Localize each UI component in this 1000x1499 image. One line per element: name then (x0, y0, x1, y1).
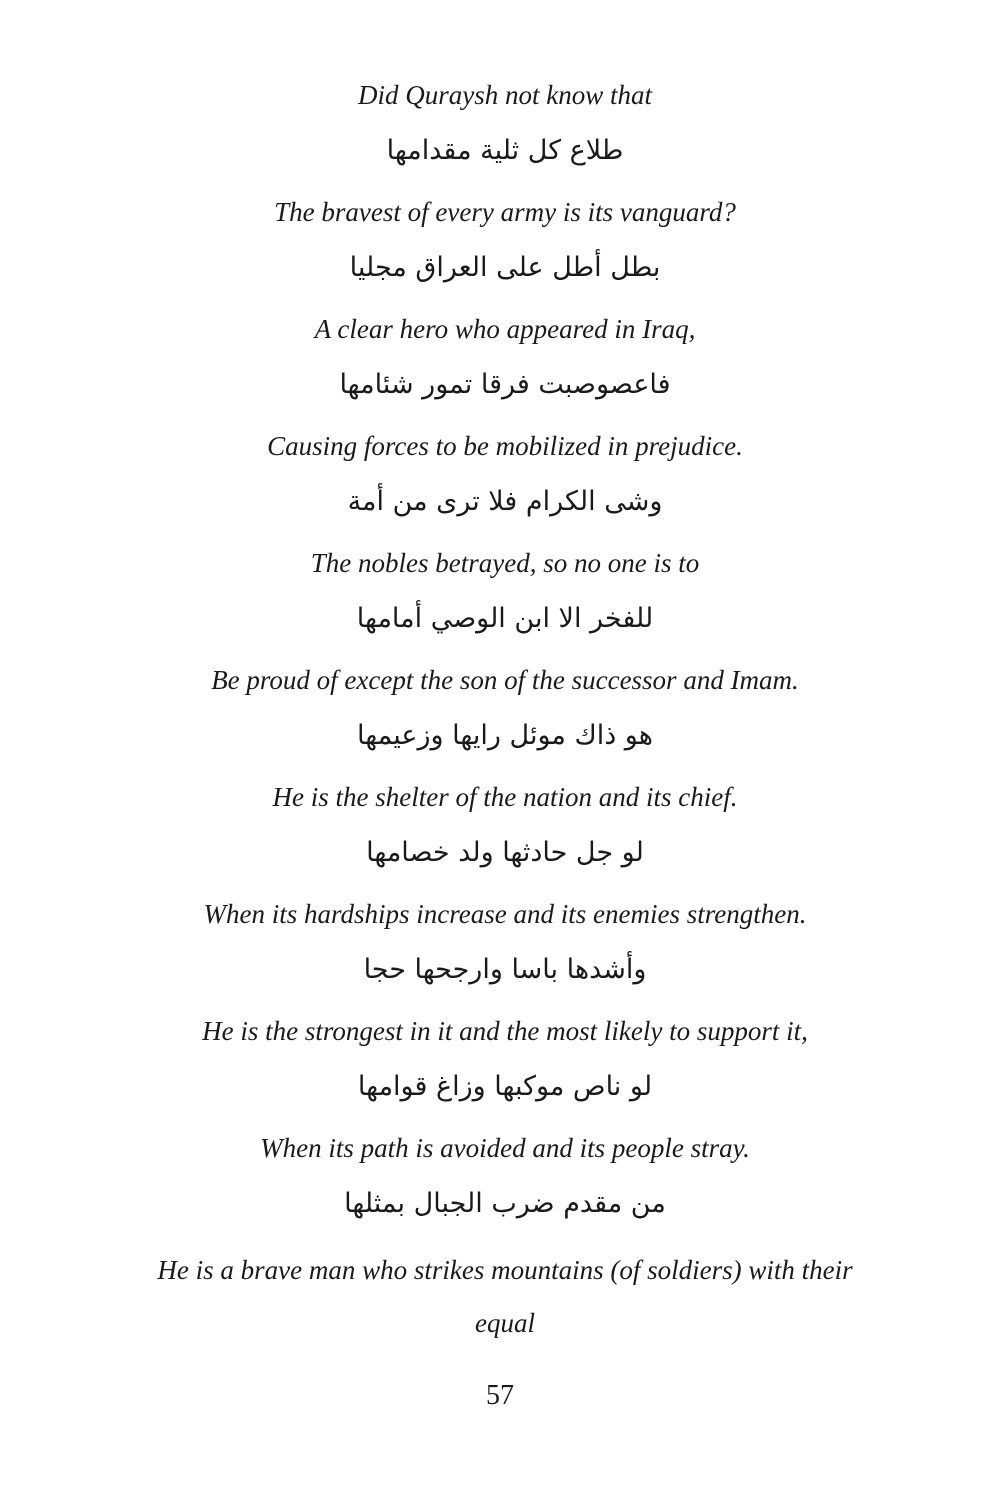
verse-arabic: للفخر الا ابن الوصي أمامها (356, 603, 654, 634)
verse-english: Causing forces to be mobilized in prejudice. (267, 431, 743, 461)
verse-english: A clear hero who appeared in Iraq, (314, 314, 696, 344)
verse-arabic: وأشدها باسا وارجحها حجا (363, 954, 647, 985)
verse-english: When its hardships increase and its enemies strengthen. (203, 899, 807, 929)
verse-english: The nobles betrayed, so no one is to (310, 548, 700, 578)
page-number: 57 (486, 1380, 514, 1411)
verse-english: He is the shelter of the nation and its chief. (272, 782, 738, 812)
verse-arabic: لو جل حادثها ولد خصامها (366, 837, 644, 868)
verse-english: The bravest of every army is its vanguard? (274, 197, 736, 227)
verse-arabic: من مقدم ضرب الجبال بمثلها (344, 1188, 666, 1219)
verse-arabic: وشى الكرام فلا ترى من أمة (347, 486, 663, 517)
verse-english: He is the strongest in it and the most likely to support it, (202, 1016, 808, 1046)
verse-arabic: فاعصوصبت فرقا تمور شئامها (339, 369, 671, 400)
verse-arabic: لو ناص موكبها وزاغ قوامها (357, 1071, 653, 1102)
poem-verses (140, 74, 870, 1350)
verse-english: Be proud of except the son of the successor and Imam. (211, 665, 799, 695)
verse-english: When its path is avoided and its people stray. (260, 1133, 750, 1163)
verse-arabic: طلاع كل ثلية مقدامها (386, 135, 624, 166)
verse-english-final: He is a brave man who strikes mountains (of soldiers) with their equal (157, 1255, 853, 1338)
verse-english: Did Quraysh not know that (358, 80, 652, 110)
verse-arabic: بطل أطل على العراق مجليا (349, 252, 661, 283)
verse-arabic: هو ذاك موئل رايها وزعيمها (356, 720, 653, 751)
